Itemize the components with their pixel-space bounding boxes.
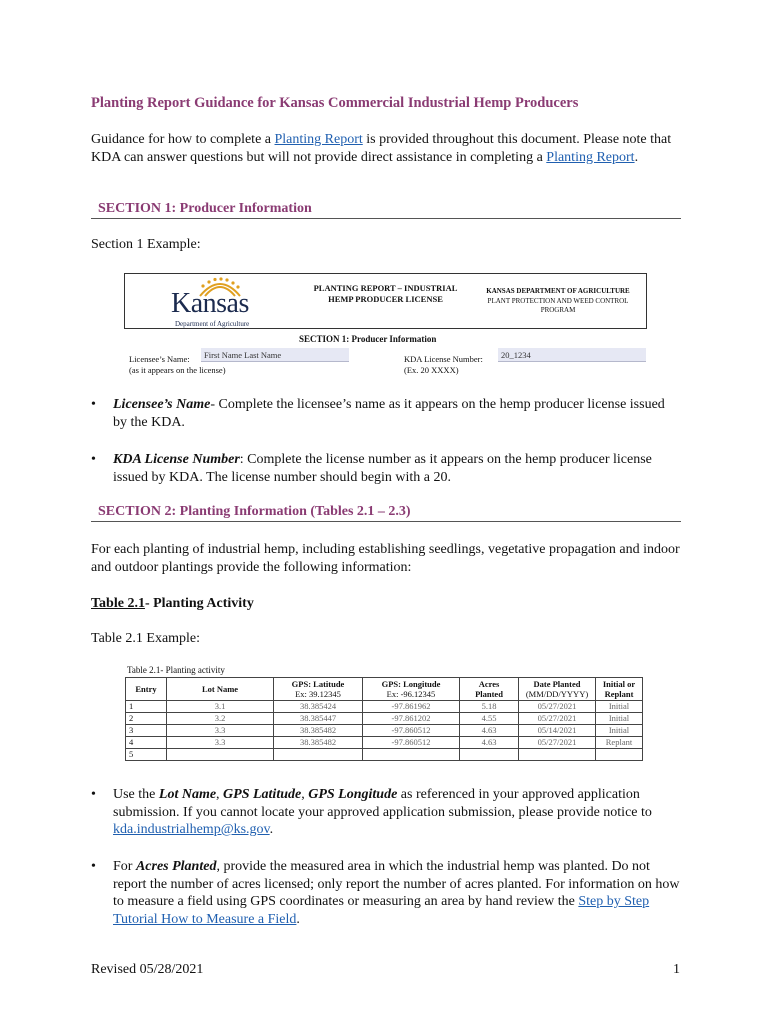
section1-example-image xyxy=(91,270,681,388)
form-title: PLANTING REPORT – INDUSTRIAL HEMP PRODUCER LICENSE xyxy=(313,283,458,304)
document-title: Planting Report Guidance for Kansas Commercial Industrial Hemp Producers xyxy=(91,95,579,111)
agency-name: KANSAS DEPARTMENT OF AGRICULTURE xyxy=(486,287,630,295)
table-row: 5 xyxy=(126,749,643,761)
table-row: 1 3.1 38.385424 -97.861962 5.18 05/27/2021 Initial xyxy=(126,701,643,713)
table21-example-label: Table 2.1 Example: xyxy=(91,631,201,646)
table-row: 2 3.2 38.385447 -97.861202 4.55 05/27/2021 Initial xyxy=(126,713,643,725)
col-date: Date Planted (MM/DD/YYYY) xyxy=(519,678,596,701)
bullet-dot: • xyxy=(91,397,96,412)
intro-text-2: is provided throughout this document. Please note that KDA can answer questions but will not provide direct assistance in completing a xyxy=(91,132,672,165)
agency-program: PLANT PROTECTION AND WEED CONTROL PROGRAM xyxy=(487,296,629,314)
licensee-name-field: First Name Last Name xyxy=(201,348,349,362)
table-row: 4 3.3 38.385482 -97.860512 4.63 05/27/2021 Replant xyxy=(126,737,643,749)
col-latitude: GPS: Latitude Ex: 39.12345 xyxy=(274,678,363,701)
license-number-field: 20_1234 xyxy=(498,348,646,362)
planting-activity-table xyxy=(125,677,643,761)
col-initial-replant: Initial or Replant xyxy=(596,678,643,701)
measure-field-tutorial-link[interactable]: Step by Step Tutorial How to Measure a Field xyxy=(113,894,650,927)
form-section-header: SECTION 1: Producer Information xyxy=(299,334,437,344)
table-caption: Table 2.1- Planting activity xyxy=(127,665,225,675)
col-acres: Acres Planted xyxy=(460,678,519,701)
bullet-text: : Complete the license number as it appears on the hemp producer license issued by KDA. The license number should begin with a 20. xyxy=(113,452,652,485)
col-lot-name: Lot Name xyxy=(167,678,274,701)
form-header-box xyxy=(124,273,647,329)
license-number-label xyxy=(404,354,483,375)
bullet-acres-planted: • For Acres Planted, provide the measured area in which the industrial hemp was planted. Do not report the number of acres licensed; only report the number of acres planted. For information on how to measure a field using GPS coordinates or measuring an area by hand review the Step by Step Tutorial How to Measure a Field. xyxy=(91,859,680,927)
section2-heading: SECTION 2: Planting Information (Tables 2.1 – 2.3) xyxy=(91,504,681,522)
term-acres-planted: Acres Planted xyxy=(135,859,217,874)
intro-text-1: Guidance for how to complete a xyxy=(91,132,275,147)
bullet-dot: • xyxy=(91,787,96,802)
bullet-license-number xyxy=(91,451,681,486)
bullet-term: KDA License Number xyxy=(113,452,240,467)
page-number: 1 xyxy=(673,962,680,977)
bullet-licensee-name xyxy=(91,396,681,431)
license-label-text: KDA License Number: xyxy=(404,354,483,364)
section2-paragraph: For each planting of industrial hemp, including establishing seedlings, vegetative propagation and indoor and outdoor plantings provide the following information: xyxy=(91,542,680,575)
intro-paragraph xyxy=(91,131,681,166)
planting-report-link[interactable]: Planting Report xyxy=(274,132,363,147)
bullet-text: - Complete the licensee’s name as it appears on the hemp producer license issued by the KDA. xyxy=(113,397,665,430)
bullet-dot: • xyxy=(91,452,96,467)
bullet-dot: • xyxy=(91,859,96,874)
table21-link[interactable]: Table 2.1 xyxy=(91,596,145,611)
table21-heading xyxy=(91,595,681,613)
planting-report-link-2[interactable]: Planting Report xyxy=(546,149,635,165)
licensee-note-text: (as it appears on the license) xyxy=(129,364,226,375)
email-link[interactable]: kda.industrialhemp@ks.gov xyxy=(113,822,270,837)
col-entry: Entry xyxy=(126,678,167,701)
table21-heading-rest: - Planting Activity xyxy=(144,596,254,611)
term-lot-name: Lot Name xyxy=(158,787,217,802)
bullet-term: Licensee’s Name xyxy=(113,397,211,412)
section1-heading: SECTION 1: Producer Information xyxy=(91,201,681,219)
table-row: 3 3.3 38.385482 -97.860512 4.63 05/14/2021 Initial xyxy=(126,725,643,737)
intro-text-3: . xyxy=(634,149,639,165)
col-longitude: GPS: Longitude Ex: -96.12345 xyxy=(363,678,460,701)
section1-example-label: Section 1 Example: xyxy=(91,237,201,252)
license-note-text: (Ex. 20 XXXX) xyxy=(404,364,459,375)
revised-date: Revised 05/28/2021 xyxy=(91,962,204,977)
licensee-label-text: Licensee’s Name: xyxy=(129,354,190,364)
kansas-logo-word: Kansas xyxy=(171,288,249,319)
bullet-lot-gps: • Use the Lot Name, GPS Latitude, GPS Longitude as referenced in your approved application submission. If you cannot locate your approved application submission, please provide notice to kda.industrialhemp@ks.gov. xyxy=(91,787,652,837)
term-gps-longitude: GPS Longitude xyxy=(308,787,398,802)
term-gps-latitude: GPS Latitude xyxy=(223,787,302,802)
table21-example-image xyxy=(125,663,645,763)
agency-block xyxy=(470,287,646,316)
kansas-logo-subtitle: Department of Agriculture xyxy=(175,320,250,328)
